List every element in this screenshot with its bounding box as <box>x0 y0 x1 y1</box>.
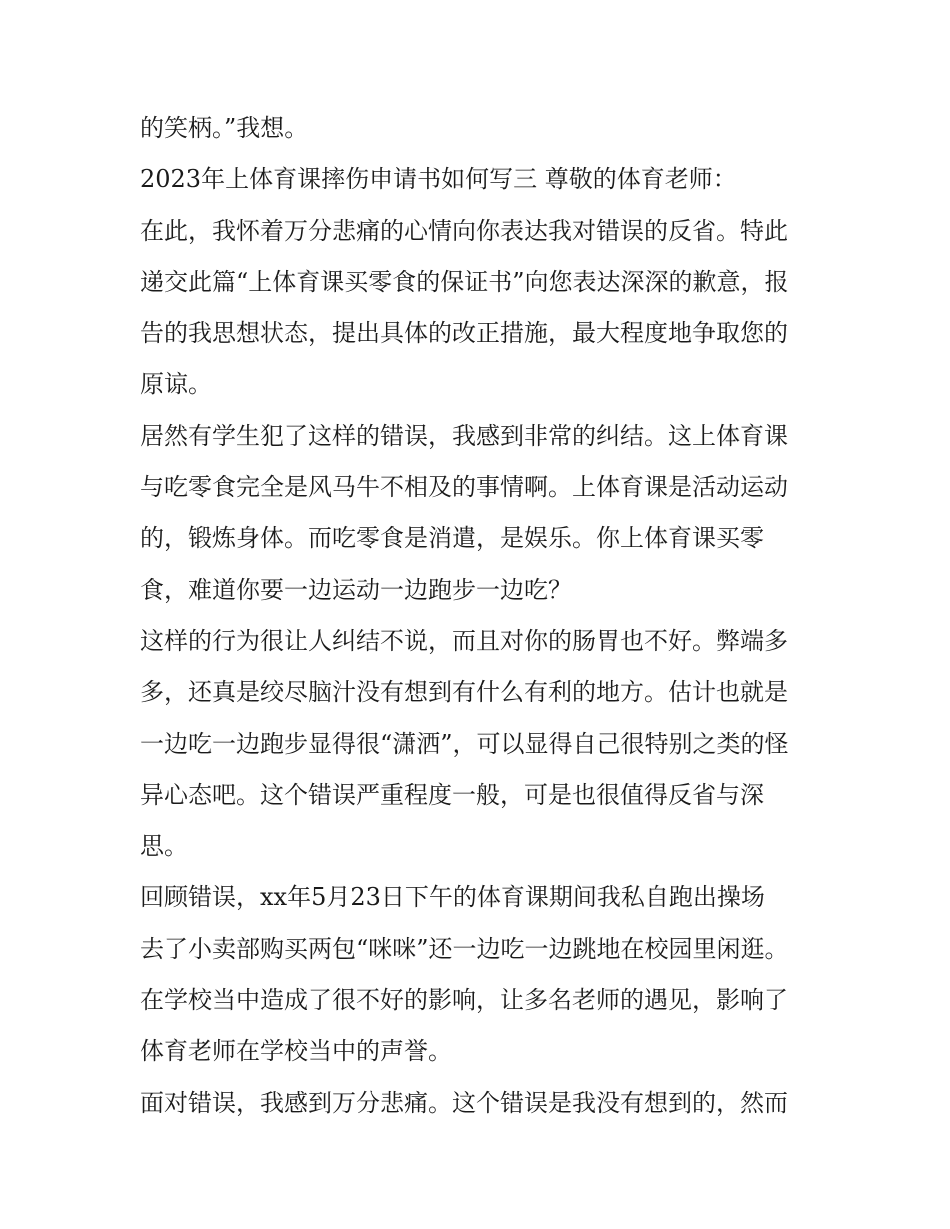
text-line: 居然有学生犯了这样的错误，我感到非常的纠结。这上体育课 <box>140 421 788 450</box>
text-line: 的，锻炼身体。而吃零食是消遣，是娱乐。你上体育课买零 <box>140 524 764 553</box>
text-line: 在学校当中造成了很不好的影响，让多名老师的遇见，影响了 <box>140 986 788 1015</box>
text-line: 在此，我怀着万分悲痛的心情向你表达我对错误的反省。特此 <box>140 216 788 245</box>
text-line: 思。 <box>140 832 188 861</box>
text-line: 异心态吧。这个错误严重程度一般，可是也很值得反省与深 <box>140 780 764 809</box>
text-line: 与吃零食完全是风马牛不相及的事情啊。上体育课是活动运动 <box>140 473 788 502</box>
text-line: 食，难道你要一边运动一边跑步一边吃？ <box>140 575 572 604</box>
text-line: 告的我思想状态，提出具体的改正措施，最大程度地争取您的 <box>140 319 788 348</box>
text-line: 原谅。 <box>140 370 212 399</box>
document-body <box>140 103 820 1129</box>
text-line: 去了小卖部购买两包“咪咪”还一边吃一边跳地在校园里闲逛。 <box>140 934 789 963</box>
text-line: 回顾错误，xx年5月23日下午的体育课期间我私自跑出操场 <box>140 883 765 912</box>
text-line: 体育老师在学校当中的声誉。 <box>140 1037 452 1066</box>
text-line: 的笑柄。”我想。 <box>140 114 309 142</box>
text-line: 2023年上体育课摔伤申请书如何写三 尊敬的体育老师： <box>140 165 737 194</box>
text-line: 递交此篇“上体育课买零食的保证书”向您表达深深的歉意，报 <box>140 267 789 296</box>
text-line: 多，还真是绞尽脑汁没有想到有什么有利的地方。估计也就是 <box>140 678 788 707</box>
text-line: 面对错误，我感到万分悲痛。这个错误是我没有想到的，然而 <box>140 1088 788 1117</box>
text-line: 这样的行为很让人纠结不说，而且对你的肠胃也不好。弊端多 <box>140 626 788 655</box>
text-line: 一边吃一边跑步显得很“潇洒”，可以显得自己很特别之类的怪 <box>140 729 789 758</box>
